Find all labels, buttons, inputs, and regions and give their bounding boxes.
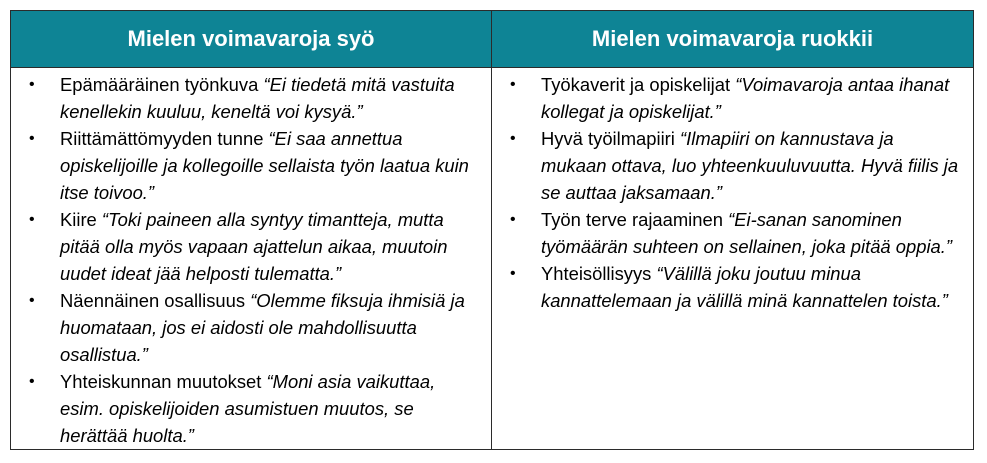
bullet-icon: •	[510, 76, 516, 93]
item-quote: “Olemme fiksuja ihmisiä ja huomataan, jos ei aidosti ole mahdollisuutta osallistua.”	[60, 290, 465, 365]
left-bullet-list	[11, 68, 491, 449]
list-item	[11, 206, 491, 287]
right-column-header: Mielen voimavaroja ruokkii	[492, 11, 973, 68]
item-quote: “Ei saa annettua opiskelijoille ja kollegoille sellaista työn laatua kuin itse toivoo.”	[60, 128, 469, 203]
right-bullet-list	[492, 68, 973, 314]
left-column-cell	[11, 68, 492, 449]
list-item	[492, 71, 973, 125]
item-quote: “Ei tiedetä mitä vastuita kenellekin kuuluu, keneltä voi kysyä.”	[60, 74, 455, 122]
item-label: Yhteiskunnan muutokset	[60, 371, 262, 392]
item-quote: “Voimavaroja antaa ihanat kollegat ja opiskelijat.”	[541, 74, 950, 122]
item-label: Riittämättömyyden tunne	[60, 128, 264, 149]
list-item	[11, 125, 491, 206]
item-quote: “Moni asia vaikuttaa, esim. opiskelijoiden asumistuen muutos, se herättää huolta.”	[60, 371, 436, 446]
item-quote: “Toki paineen alla syntyy timantteja, mutta pitää olla myös vapaan ajattelun aikaa, muutoin uudet ideat jää helposti tulematta.”	[60, 209, 448, 284]
item-label: Työkaverit ja opiskelijat	[541, 74, 731, 95]
right-column-cell	[492, 68, 973, 449]
list-item	[492, 206, 973, 260]
list-item	[492, 260, 973, 314]
item-label: Näennäinen osallisuus	[60, 290, 246, 311]
item-label: Kiire	[60, 209, 97, 230]
bullet-icon: •	[29, 76, 35, 93]
left-column-header: Mielen voimavaroja syö	[11, 11, 492, 68]
bullet-icon: •	[510, 265, 516, 282]
item-quote: “Ilmapiiri on kannustava ja mukaan ottava, luo yhteenkuuluvuutta. Hyvä fiilis ja se auttaa jaksamaan.”	[541, 128, 959, 203]
bullet-icon: •	[29, 130, 35, 147]
bullet-icon: •	[510, 130, 516, 147]
item-label: Työn terve rajaaminen	[541, 209, 723, 230]
list-item	[492, 125, 973, 206]
bullet-icon: •	[29, 211, 35, 228]
item-quote: “Ei-sanan sanominen työmäärän suhteen on sellainen, joka pitää oppia.”	[541, 209, 952, 257]
list-item	[11, 368, 491, 449]
bullet-icon: •	[29, 292, 35, 309]
item-label: Epämääräinen työnkuva	[60, 74, 259, 95]
bullet-icon: •	[29, 373, 35, 390]
voimavarat-table	[10, 10, 974, 450]
bullet-icon: •	[510, 211, 516, 228]
item-label: Yhteisöllisyys	[541, 263, 652, 284]
item-quote: “Välillä joku joutuu minua kannattelemaan ja välillä minä kannattelen toista.”	[541, 263, 948, 311]
item-label: Hyvä työilmapiiri	[541, 128, 675, 149]
list-item	[11, 71, 491, 125]
list-item	[11, 287, 491, 368]
